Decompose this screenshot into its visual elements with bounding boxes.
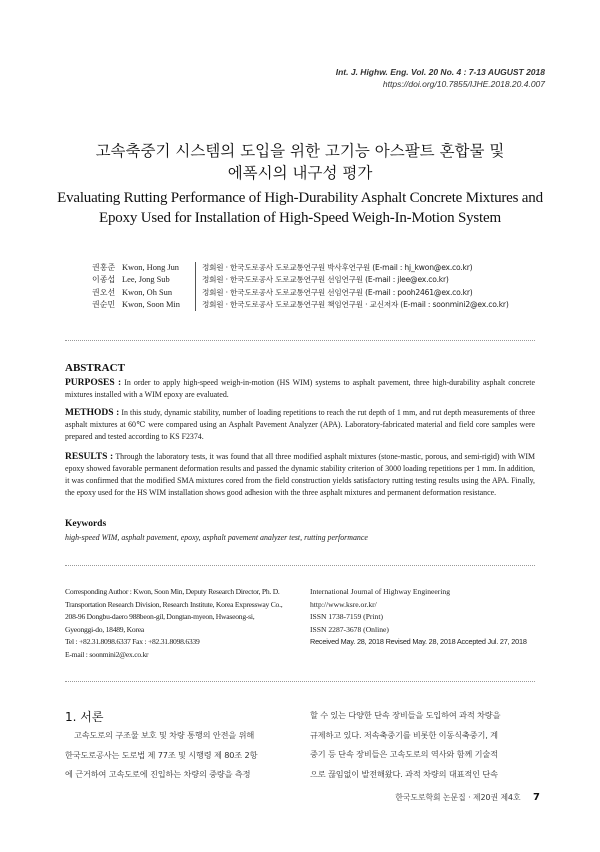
title-ko-line-2: 에폭시의 내구성 평가 xyxy=(227,164,373,182)
author-row xyxy=(92,287,509,299)
corresponding-line: Transportation Research Division, Research Institute, Korea Expressway Co., xyxy=(65,599,283,609)
author-name-ko: 이종섭 xyxy=(92,275,116,285)
author-name-en: Lee, Jong Sub xyxy=(122,275,170,285)
title-en-line-1: Evaluating Rutting Performance of High-Durability Asphalt Concrete Mixtures and xyxy=(57,190,543,206)
corresponding-line: Corresponding Author : Kwon, Soon Min, Deputy Research Director, Ph. D. xyxy=(65,587,280,596)
body-left-column xyxy=(65,726,300,785)
body-line: 할 수 있는 다양한 단속 장비들을 도입하여 과적 차량을 xyxy=(310,710,501,720)
keywords-text: high-speed WIM, asphalt pavement, epoxy, asphalt pavement analyzer test, rutting performance xyxy=(65,533,368,542)
body-line: 중기 등 단속 장비들은 고속도로의 역사와 함께 기술적 xyxy=(310,749,498,759)
abstract-results xyxy=(65,451,535,499)
author-name-en: Kwon, Oh Sun xyxy=(122,287,173,297)
body-right-column xyxy=(310,706,550,784)
journal-info-line: International Journal of Highway Engineering xyxy=(310,587,451,596)
title-ko-line-1: 고속축중기 시스템의 도입을 위한 고기능 아스팔트 혼합물 및 xyxy=(95,142,505,160)
body-line: 고속도로의 구조물 보호 및 차량 통행의 안전을 위해 xyxy=(74,730,255,740)
body-line: 한국도로공사는 도로법 제 77조 및 시행령 제 80조 2항 xyxy=(65,749,258,760)
divider xyxy=(65,681,535,682)
journal-url[interactable]: http://www.ksre.or.kr/ xyxy=(310,599,377,609)
purposes-label: PURPOSES : xyxy=(65,378,122,388)
corresponding-line: Gyeonggi-do, 18489, Korea xyxy=(65,624,144,634)
author-affiliation: 정회원 · 한국도로공사 도로교통연구원 선임연구원 (E-mail : jlee@ex.co.kr) xyxy=(195,274,449,286)
corresponding-email[interactable]: E-mail : soonmini2@ex.co.kr xyxy=(65,649,149,659)
methods-label: METHODS : xyxy=(65,408,120,418)
abstract-heading: ABSTRACT xyxy=(65,362,125,374)
footer-journal: 한국도로학회 논문집 · 제20권 제4호 xyxy=(395,793,521,802)
doi[interactable]: https://doi.org/10.7855/IJHE.2018.20.4.007 xyxy=(382,79,545,89)
author-affiliation: 정회원 · 한국도로공사 도로교통연구원 책임연구원 · 교신저자 (E-mail : soonmini2@ex.co.kr) xyxy=(195,299,509,311)
author-name-en: Kwon, Hong Jun xyxy=(122,263,179,272)
author-row xyxy=(92,299,509,311)
journal-info-line: ISSN 1738-7159 (Print) xyxy=(310,612,383,622)
corresponding-line: 208-96 Dongbu-daero 988beon-gil, Dongtan-myeon, Hwaseong-si, xyxy=(65,612,255,622)
author-name-ko: 권오선 xyxy=(92,287,116,297)
author-affiliation: 정회원 · 한국도로공사 도로교통연구원 선임연구원 (E-mail : pooh2461@ex.co.kr) xyxy=(195,287,473,299)
corresponding-author xyxy=(65,586,300,662)
author-row xyxy=(92,262,509,274)
page-footer xyxy=(395,792,540,803)
divider xyxy=(65,340,535,341)
page-number: 7 xyxy=(533,792,540,803)
author-name-en: Kwon, Soon Min xyxy=(122,299,180,309)
abstract-purposes xyxy=(65,377,535,401)
results-label: RESULTS : xyxy=(65,452,114,462)
journal-header xyxy=(336,66,545,90)
author-list xyxy=(92,262,509,311)
journal-citation: Int. J. Highw. Eng. Vol. 20 No. 4 : 7-13 AUGUST 2018 xyxy=(335,67,545,77)
author-name-ko: 권홍준 xyxy=(92,263,116,272)
abstract-methods xyxy=(65,407,535,443)
keywords-heading: Keywords xyxy=(65,519,107,529)
section-heading: 1. 서론 xyxy=(65,710,104,724)
purposes-text: In order to apply high-speed weigh-in-motion (HS WIM) systems to asphalt pavement, three high-durability asphalt concrete mixtures installed with a WIM epoxy are evaluated. xyxy=(65,378,535,399)
body-line: 규제하고 있다. 저속축중기를 비롯한 이동식축중기, 계 xyxy=(310,729,498,740)
divider xyxy=(65,565,535,566)
body-line: 으로 끊임없이 발전해왔다. 과적 차량의 대표적인 단속 xyxy=(310,768,498,779)
methods-text: In this study, dynamic stability, number of loading repetitions to reach the rut depth of 1 mm, and rut depth measurements of three asphalt mixtures at 60℃ were compared using an Asphalt Pavement Analyzer (APA). Laboratory-fabricated material and field core samples were prepared and tested according to KS F2374. xyxy=(65,408,535,441)
title-en-line-2: Epoxy Used for Installation of High-Speed Weigh-In-Motion System xyxy=(99,210,501,226)
results-text: Through the laboratory tests, it was found that all three modified asphalt mixtures (stone-mastic, porous, and semi-rigid) with WIM epoxy showed favorable permanent deformation results and passed the dynamic stability criterion of 3000 loading repetitions per 1 mm. In addition, it was confirmed that the modified SMA mixtures cored from the field construction yields satisfactory rutting testing results using the APA. Finally, the epoxy used for the HS WIM installation shows good adhesion with the three asphalt mixtures and permanent deformation resistance. xyxy=(65,452,535,497)
body-line: 에 근거하여 고속도로에 진입하는 차량의 중량을 측정 xyxy=(65,769,251,779)
author-affiliation: 정회원 · 한국도로공사 도로교통연구원 박사후연구원 (E-mail : hj_kwon@ex.co.kr) xyxy=(195,262,472,274)
author-name-ko: 권순민 xyxy=(92,299,116,309)
journal-info xyxy=(310,586,550,649)
journal-info-line: ISSN 2287-3678 (Online) xyxy=(310,624,389,634)
author-row xyxy=(92,274,509,286)
corresponding-line: Tel : +82.31.8098.6337 Fax : +82.31.8098.6339 xyxy=(65,637,200,647)
received-dates: Received May. 28, 2018 Revised May. 28, 2018 Accepted Jul. 27, 2018 xyxy=(310,637,527,647)
